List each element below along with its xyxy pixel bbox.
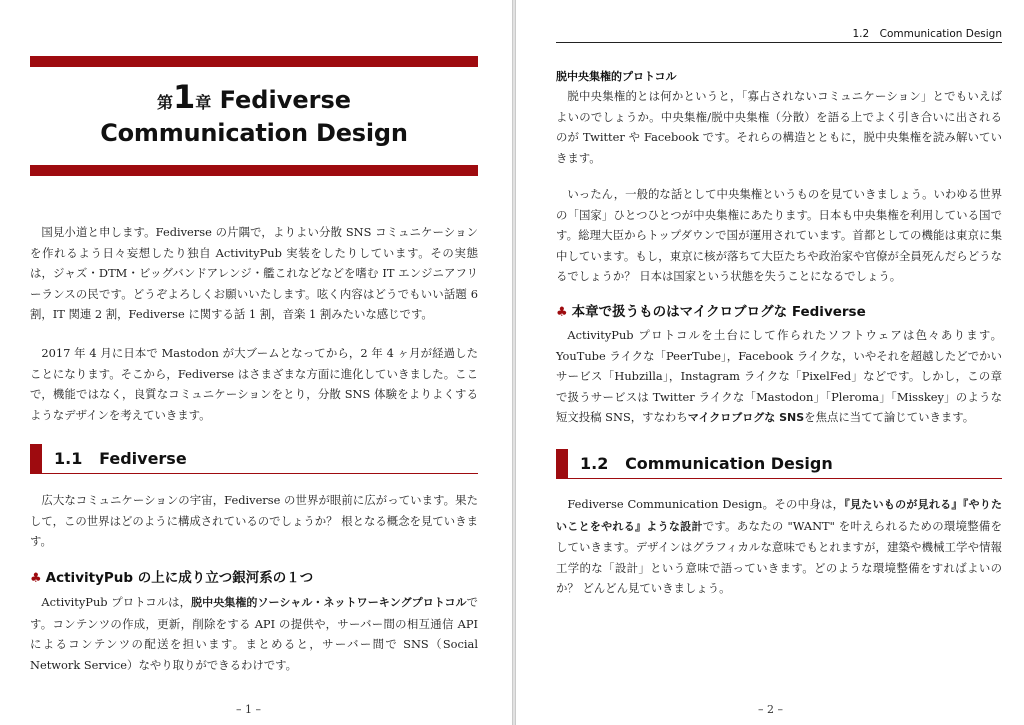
subsection-heading-right xyxy=(556,300,866,320)
sub-p1-a: ActivityPub プロトコルは， xyxy=(41,595,192,609)
p3-a: ActivityPub プロトコルを土台にして作られたソフトウェアは色々あります。YouTube ライクな「PeerTube」，Facebook ライクな，いやそれを超越したどでかいサービス「Hubzilla」，Instagram ライクな「PixelFed」などです。しかし，この章で扱うサービスは Twitter ライクな「Mastodon」「Pleroma」「Misskey」のような短文投稿 SNS，すなわち xyxy=(556,328,1002,424)
intro-paragraph-1: 国見小道と申します。Fediverse の片隅で，よりよい分散 SNS コミュニケーションを作れるよう日々妄想したり独自 ActivityPub 実装をしたりしています。その実態は，ジャズ・DTM・ビッグバンドアレンジ・艦これなどなどを嗜む IT エンジニアフリーランスの民です。どうぞよろしくお願いいたします。呟く内容はどうでもいい話題 6 割，IT 関連 2 割，Fediverse に関する話 1 割，音楽 1 割みたいな感じです。 xyxy=(30,225,478,321)
chapter-title-part1: Fediverse xyxy=(219,86,352,114)
section-number: 1.1 xyxy=(54,449,83,468)
section-paragraph-1: 広大なコミュニケーションの宇宙，Fediverse の世界が眼前に広がっています。果たして，この世界はどのように構成されているのでしょうか？ 根となる概念を見ていきます。 xyxy=(30,493,478,548)
p4-a: Fediverse Communication Design。その中身は， xyxy=(567,497,845,511)
section-marker xyxy=(556,449,568,478)
p3-c: を焦点に当てて論じていきます。 xyxy=(804,410,975,424)
section-marker xyxy=(30,444,42,473)
chapter-title xyxy=(30,78,478,148)
chapter-top-rule xyxy=(30,56,478,67)
chapter-title-part2: Communication Design xyxy=(100,119,408,147)
subsection-title-right: 本章で扱うものはマイクロブログな Fediverse xyxy=(571,304,866,320)
page-number: – 2 – xyxy=(758,703,783,716)
subsection-paragraph xyxy=(30,592,478,675)
page-2 xyxy=(516,0,1024,725)
p4-emphasis: 『見たいものが見れる』『やりたいことをやれる』ような設計 xyxy=(556,498,1002,533)
section-title xyxy=(580,454,833,473)
club-icon: ♣ xyxy=(30,571,42,586)
page-number: – 1 – xyxy=(236,703,261,716)
right-paragraph-4 xyxy=(556,494,1002,599)
chapter-prefix: 第 xyxy=(156,93,173,112)
p3-emphasis: マイクロブログな SNS xyxy=(687,411,805,424)
sub-p1-emphasis: 脱中央集権的ソーシャル・ネットワーキングプロトコル xyxy=(191,596,467,609)
chapter-number: 1 xyxy=(172,78,196,116)
chapter-bottom-rule xyxy=(30,165,478,176)
section-number: 1.2 xyxy=(580,454,609,473)
running-head: 1.2 Communication Design xyxy=(556,26,1002,43)
paragraph-heading: 脱中央集権的プロトコル xyxy=(556,70,677,83)
sub-p1-c: です。コンテンツの作成，更新，削除をする API の提供や，サーバー間の相互通信 API によるコンテンツの配送を担います。まとめると，サーバー間で SNS（Social Network Service）なやり取りができるわけです。 xyxy=(30,595,478,672)
club-icon: ♣ xyxy=(556,305,568,320)
section-title xyxy=(54,449,187,468)
section-name: Communication Design xyxy=(625,454,833,473)
section-name: Fediverse xyxy=(99,449,187,468)
section-heading-1-1 xyxy=(30,444,478,474)
right-paragraph-3 xyxy=(556,325,1002,429)
chapter-title-line1 xyxy=(30,78,478,118)
intro-paragraph-2: 2017 年 4 月に日本で Mastodon が大ブームとなってから，2 年 4 ヶ月が経過したことになります。そこから，Fediverse はさまざまな方面に進化していきました。ここで，機能ではなく，良質なコミュニケーションをとり，分散 SNS 体験をよりよくするようなデザインを考えていきます。 xyxy=(30,346,478,422)
p4-c: です。あなたの "WANT" を叶えられるための環境整備をしていきます。デザインはグラフィカルな意味でもとれますが，建築や機械工学や情報工学的な「設計」という意味で語っていきます。どのような環境整備をすればよいのか？ どんどん見ていきましょう。 xyxy=(556,518,1002,595)
right-paragraph-1: 脱中央集権的とは何かというと，「寡占されないコミュニケーション」とでもいえばよいのでしょうか。中央集権/脱中央集権（分散）を語る上でよく引き合いに出されるのが Twitter や Facebook です。それらの構造とともに，脱中央集権を読み解いていきます。 xyxy=(556,89,1002,165)
right-paragraph-2: いったん，一般的な話として中央集権というものを見ていきましょう。いわゆる世界の「国家」ひとつひとつが中央集権にあたります。日本も中央集権を利用している国です。総理大臣からトップダウンで国が運用されています。首都としての機能は東京に集中しています。もし，東京に核が落ちて大臣たちや政治家や官僚が全員死んだらどうなるでしょうか？ 日本は国家という状態を失うことになるでしょう。 xyxy=(556,187,1002,283)
subsection-title: ActivityPub の上に成り立つ銀河系の１つ xyxy=(45,570,314,586)
subsection-heading xyxy=(30,566,313,586)
section-heading-1-2 xyxy=(556,449,1002,479)
chapter-suffix: 章 xyxy=(195,93,212,112)
